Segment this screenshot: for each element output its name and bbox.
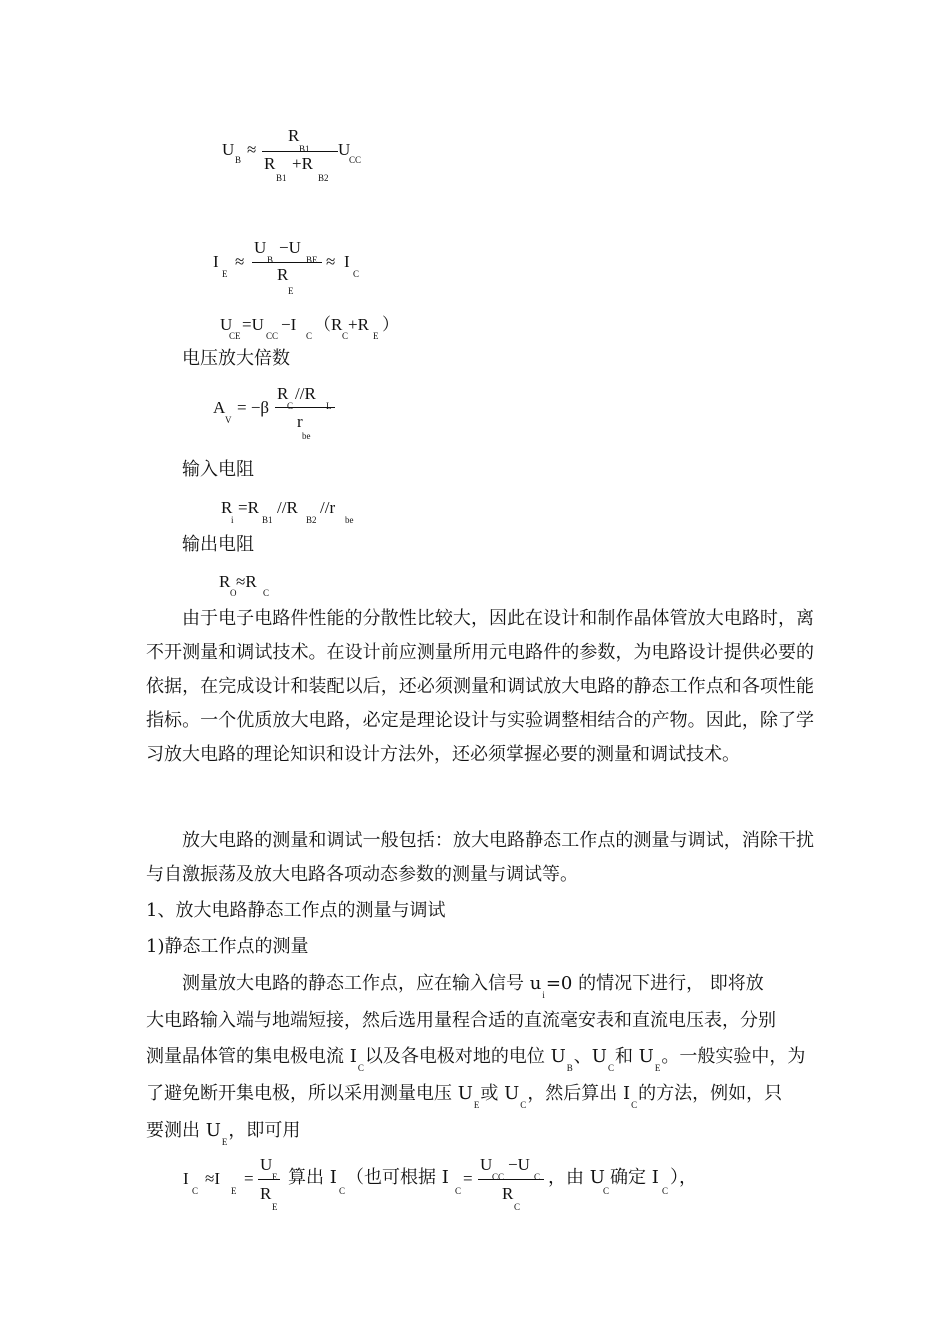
formula-operator: =U [242, 315, 264, 334]
formula-subscript: E [222, 269, 228, 279]
formula-operator: ≈ [235, 252, 245, 271]
text-subscript: C [607, 1063, 614, 1073]
formula-symbol: I [183, 1169, 189, 1188]
formula-subscript: CC [266, 331, 279, 341]
formula-subscript: C [662, 1186, 669, 1196]
formula-subscript: i [231, 515, 234, 525]
formula-subscript: B1 [299, 144, 310, 154]
text-run: 测量放大电路的静态工作点，应在输入信号 u [182, 973, 542, 994]
formula-symbol: U [220, 315, 233, 334]
formula-subscript: be [302, 431, 311, 441]
formula-denominator: R [502, 1184, 514, 1203]
formula-subscript: O [230, 588, 237, 598]
text-run: =0 的情况下进行， 即将放 [545, 973, 764, 994]
label-output-resistance: 输出电阻 [182, 534, 254, 555]
formula-numerator: U [254, 238, 267, 257]
formula-subscript: E [272, 1172, 278, 1182]
text-run: 的方法，例如，只 [638, 1083, 783, 1104]
formula-subscript: C [287, 401, 294, 411]
formula-operator: ≈ [247, 140, 257, 159]
text-subscript: E [473, 1100, 480, 1110]
formula-numerator: R [277, 384, 289, 403]
formula-subscript: BE [306, 255, 318, 265]
formula-numerator: −U [508, 1155, 530, 1174]
paragraph-line [146, 1114, 300, 1150]
formula-subscript: CE [229, 331, 241, 341]
fraction-bar [275, 407, 335, 408]
formula-subscript: C [514, 1202, 521, 1212]
formula-symbol: R [221, 498, 233, 517]
paragraph-intro [146, 602, 814, 772]
fraction-bar [478, 1179, 544, 1180]
text-subscript: B [566, 1063, 573, 1073]
formula-symbol: I [344, 252, 350, 271]
formula-subscript: B2 [318, 173, 329, 183]
fraction-bar [258, 1179, 280, 1180]
formula-subscript: B [267, 255, 274, 265]
formula-operator: //R [277, 498, 298, 517]
text-run: ）， [670, 1167, 697, 1188]
formula-subscript: B2 [306, 515, 317, 525]
text-run: 要测出 U [146, 1120, 221, 1141]
formula-denominator: R [260, 1184, 272, 1203]
text-run: 或 U [480, 1083, 520, 1104]
formula-subscript: C [603, 1186, 610, 1196]
formula-numerator: U [480, 1155, 493, 1174]
formula-subscript: B [235, 155, 242, 165]
formula-operator: ≈I [205, 1169, 220, 1188]
text-run: ，即可用 [228, 1120, 301, 1141]
formula-subscript: E [288, 286, 294, 296]
fraction-bar [262, 151, 338, 152]
text-run: ，然后算出 I [527, 1083, 631, 1104]
label-voltage-gain: 电压放大倍数 [182, 348, 290, 369]
text-subscript: C [631, 1100, 638, 1110]
formula-operator: = −β [237, 398, 270, 417]
formula-subscript: L [326, 401, 332, 411]
formula-numerator: //R [295, 384, 316, 403]
formula-symbol: R [219, 572, 231, 591]
text-run: 和 U [614, 1046, 654, 1067]
formula-symbol: U [222, 140, 235, 159]
formula-symbol: I [213, 252, 219, 271]
text-run: 、U [573, 1046, 607, 1067]
formula-subscript: C [342, 331, 349, 341]
text-run: 测量晶体管的集电极电流 I [146, 1046, 357, 1067]
formula-operator: +R [348, 315, 369, 334]
formula-symbol: A [213, 398, 226, 417]
formula-subscript: CC [492, 1172, 505, 1182]
formula-operator: ≈R [236, 572, 257, 591]
formula-denominator: R [277, 265, 289, 284]
formula-subscript: C [192, 1186, 199, 1196]
formula-subscript: B1 [276, 173, 287, 183]
paragraph-line [182, 967, 764, 1003]
text-run: 。一般实验中，为 [661, 1046, 806, 1067]
text-subscript: C [520, 1100, 527, 1110]
text-run: 确定 I [610, 1167, 659, 1188]
formula-subscript: C [353, 269, 360, 279]
text-run: 算出 I [288, 1167, 337, 1188]
paragraph-line [146, 1040, 805, 1076]
formula-operator: = [244, 1169, 254, 1188]
formula-denominator: r [297, 412, 303, 431]
formula-subscript: C [263, 588, 270, 598]
text-run: ，由 U [548, 1167, 605, 1188]
formula-operator: ） [382, 315, 399, 334]
formula-operator: =R [238, 498, 259, 517]
formula-numerator: U [260, 1155, 273, 1174]
formula-subscript: V [225, 415, 232, 425]
formula-subscript: E [231, 1186, 237, 1196]
formula-subscript: C [339, 1186, 346, 1196]
formula-denominator: R [264, 154, 276, 173]
fraction-bar [252, 262, 322, 263]
formula-denominator: +R [292, 154, 313, 173]
formula-subscript: E [373, 331, 379, 341]
formula-subscript: C [534, 1172, 541, 1182]
formula-subscript: C [455, 1186, 462, 1196]
formula-symbol: U [338, 140, 351, 159]
formula-subscript: CC [349, 155, 362, 165]
formula-numerator: R [288, 126, 300, 145]
subsection-heading: 1)静态工作点的测量 [146, 936, 309, 957]
text-subscript: i [542, 990, 545, 1000]
text-run: 以及各电极对地的电位 U [364, 1046, 566, 1067]
formula-operator: ≈ [326, 252, 336, 271]
formula-subscript: E [272, 1202, 278, 1212]
label-input-resistance: 输入电阻 [182, 459, 254, 480]
formula-numerator: −U [279, 238, 301, 257]
text-run: 了避免断开集电极，所以采用测量电压 U [146, 1083, 473, 1104]
text-run: （也可根据 I [346, 1167, 449, 1188]
paragraph-text: 由于电子电路件性能的分散性比较大，因此在设计和制作晶体管放大电路时，离不开测量和调试技术。在设计前应测量所用元电路件的参数，为电路设计提供必要的依据，在完成设计和装配以后，还必须测量和调试放大电路的静态工作点和各项性能指标。一个优质放大电路，必定是理论设计与实验调整相结合的产物。因此，除了学习放大电路的理论知识和设计方法外，还必须掌握必要的测量和调试技术。 [146, 608, 814, 765]
paragraph-line: 大电路输入端与地端短接，然后选用量程合适的直流毫安表和直流电压表，分别 [146, 1010, 776, 1031]
formula-subscript: B1 [262, 515, 273, 525]
text-subscript: C [357, 1063, 364, 1073]
paragraph-scope [146, 824, 814, 892]
text-subscript: E [654, 1063, 661, 1073]
section-heading: 1、放大电路静态工作点的测量与调试 [146, 900, 446, 921]
formula-subscript: C [306, 331, 313, 341]
formula-operator: −I [281, 315, 297, 334]
text-subscript: E [221, 1137, 228, 1147]
formula-operator: //r [320, 498, 336, 517]
formula-subscript: be [345, 515, 354, 525]
formula-operator: = [463, 1169, 473, 1188]
formula-operator: （R [314, 315, 343, 334]
paragraph-text: 放大电路的测量和调试一般包括：放大电路静态工作点的测量与调试，消除干扰与自激振荡及放大电路各项动态参数的测量与调试等。 [146, 830, 814, 885]
paragraph-line [146, 1077, 782, 1113]
